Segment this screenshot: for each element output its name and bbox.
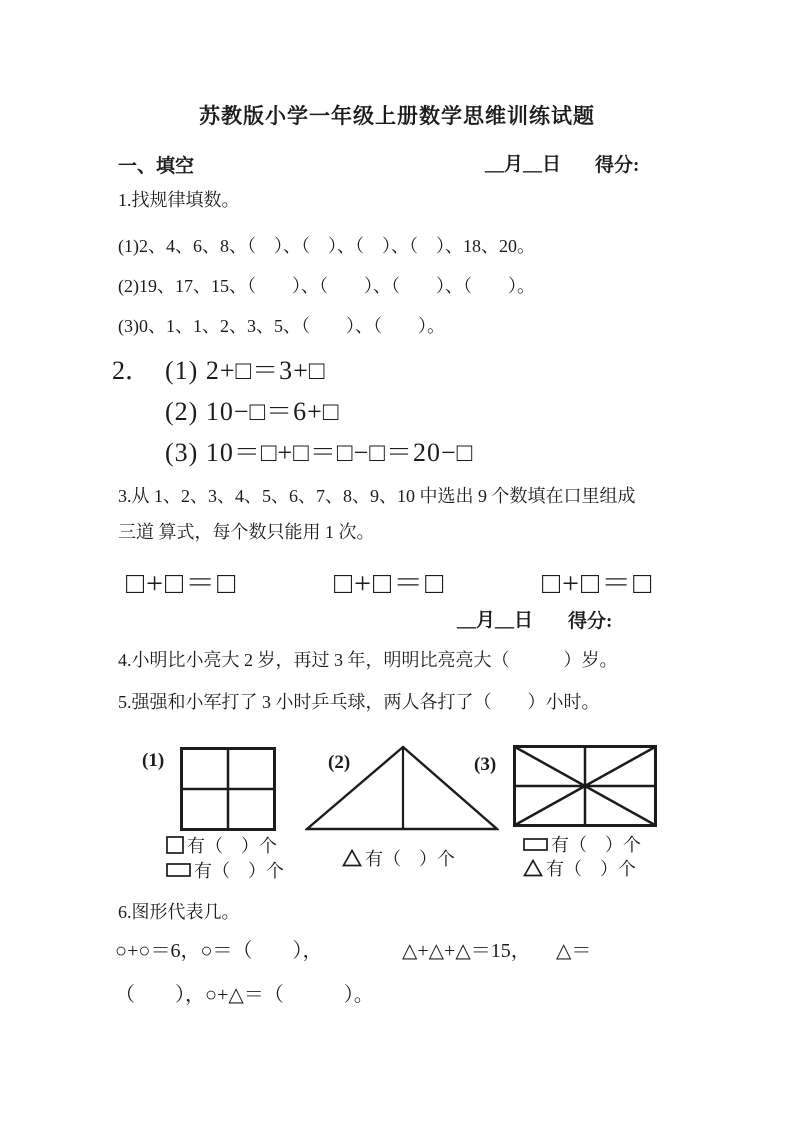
- figure-2-caption-1-text: 有（ ）个: [365, 849, 455, 869]
- question-3-equation-1: □+□＝□: [126, 567, 238, 600]
- figure-2-label: (2): [328, 752, 351, 773]
- question-4: 4.小明比小亮大 2 岁，再过 3 年，明明比亮亮大（ ）岁。: [118, 650, 618, 670]
- question-2-item-3: (3) 10＝□+□＝□−□＝20−□: [165, 438, 474, 467]
- question-3-stem-line-1: 3.从 1、2、3、4、5、6、7、8、9、10 中选出 9 个数填在口里组成: [118, 486, 636, 506]
- figure-3-rectangle-grid: [513, 745, 657, 827]
- figure-2-caption-row-1: [342, 845, 455, 871]
- triangle-icon: [342, 849, 362, 867]
- figure-3-label: (3): [474, 754, 497, 775]
- figure-1-caption-row-1: [166, 832, 277, 858]
- question-6-line1-part1: ○+○＝6，○＝（ ），: [115, 940, 323, 962]
- mid-score-label: 得分:: [568, 611, 613, 632]
- figure-1-caption-row-2: [166, 857, 284, 883]
- triangle-icon: [523, 859, 543, 877]
- figure-2-triangle: [305, 744, 499, 832]
- figure-1-caption-1-text: 有（ ）个: [187, 836, 277, 856]
- question-3-stem-line-2: 三道 算式，每个数只能用 1 次。: [118, 522, 375, 542]
- mid-date-blank: __月__日: [457, 610, 534, 631]
- header-date-blank: __月__日: [485, 154, 562, 175]
- section-heading: 一、填空: [118, 156, 195, 177]
- rectangle-icon: [523, 838, 548, 851]
- question-2-item-1: (1) 2+□＝3+□: [165, 356, 326, 385]
- question-5: 5.强强和小军打了 3 小时乒乓球，两人各打了（ ）小时。: [118, 692, 600, 712]
- figure-1-label: (1): [142, 750, 165, 771]
- question-6-line2: （ ），○+△＝（ ）。: [115, 984, 374, 1006]
- page-title: 苏教版小学一年级上册数学思维训练试题: [199, 104, 595, 128]
- question-2-number: 2．: [112, 356, 152, 385]
- figure-3-caption-row-1: [523, 831, 641, 857]
- question-6-stem: 6.图形代表几。: [118, 902, 240, 922]
- rectangle-icon: [166, 863, 191, 877]
- question-6-line1-part3: △＝: [556, 940, 592, 962]
- question-1-stem: 1.找规律填数。: [118, 190, 240, 210]
- figure-3-caption-2-text: 有（ ）个: [546, 859, 636, 879]
- question-1-item-3: (3)0、1、1、2、3、5、（ ）、（ ）。: [118, 316, 445, 336]
- figure-1-caption-2-text: 有（ ）个: [194, 861, 284, 881]
- question-3-equation-3: □+□＝□: [542, 567, 654, 600]
- figure-3-caption-row-2: [523, 855, 636, 881]
- question-6-line1-part2: △+△+△＝15，: [402, 940, 531, 962]
- figure-1-square-grid: [180, 747, 276, 831]
- question-2-item-2: (2) 10−□＝6+□: [165, 397, 340, 426]
- figure-3-caption-1-text: 有（ ）个: [551, 835, 641, 855]
- question-3-equation-2: □+□＝□: [334, 567, 446, 600]
- header-score-label: 得分:: [595, 155, 640, 176]
- square-icon: [166, 836, 184, 854]
- question-1-item-2: (2)19、17、15、（ ）、（ ）、（ ）、（ ）。: [118, 276, 535, 296]
- question-1-item-1: (1)2、4、6、8、（ ）、（ ）、（ ）、（ ）、18、20。: [118, 236, 535, 256]
